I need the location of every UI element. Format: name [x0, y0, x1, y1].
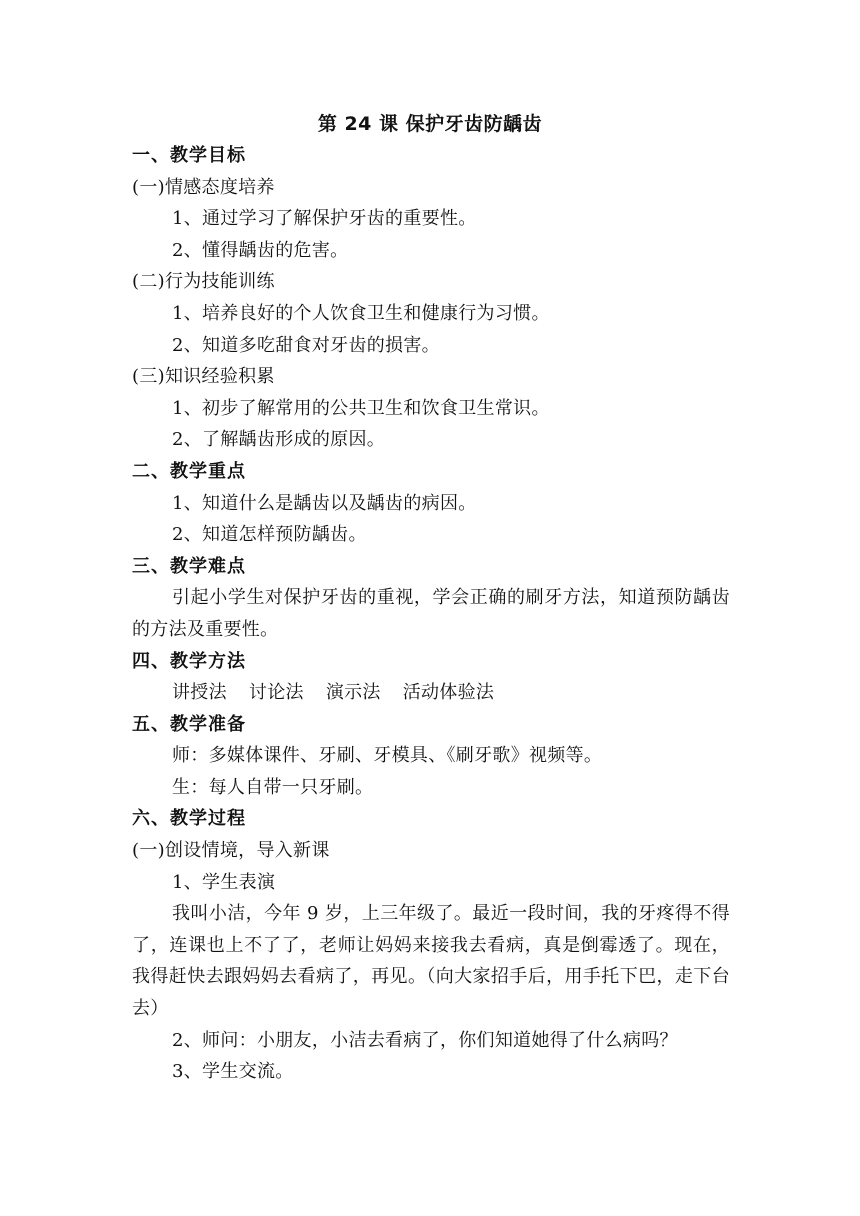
section-heading-process: 六、教学过程 [132, 808, 246, 830]
difficulties-paragraph: 引起小学生对保护牙齿的重视，学会正确的刷牙方法，知道预防龋齿的方法及重要性。 [132, 587, 730, 640]
section-heading-objectives: 一、教学目标 [132, 145, 246, 166]
list-item: 1、知道什么是龋齿以及龋齿的病因。 [172, 492, 477, 514]
list-item: 2、师问：小朋友，小洁去看病了，你们知道她得了什么病吗？ [172, 1029, 678, 1051]
method-item: 演示法 [325, 682, 381, 704]
section-heading-methods: 四、教学方法 [132, 650, 246, 672]
list-item: 1、初步了解常用的公共卫生和饮食卫生常识。 [172, 397, 550, 419]
performance-paragraph: 我叫小洁，今年 9 岁，上三年级了。最近一段时间，我的牙疼得不得了，连课也上不了了，老师让妈妈来接我去看病，真是倒霉透了。现在，我得赶快去跟妈妈去看病了，再见。（向大家招手后，用手托下巴，走下台去） [132, 903, 730, 1020]
subheading-emotion: (一)情感态度培养 [132, 176, 275, 198]
section-heading-key-points: 二、教学重点 [132, 460, 246, 482]
list-item: 2、懂得龋齿的危害。 [172, 239, 349, 261]
list-item: 1、培养良好的个人饮食卫生和健康行为习惯。 [172, 302, 550, 324]
list-item: 1、通过学习了解保护牙齿的重要性。 [172, 208, 477, 230]
method-item: 讲授法 [172, 682, 227, 704]
list-item: 3、学生交流。 [172, 1061, 294, 1083]
list-item: 生：每人自带一只牙刷。 [172, 776, 374, 798]
list-item: 2、知道怎样预防龋齿。 [172, 524, 367, 546]
subheading-knowledge: (三)知识经验积累 [132, 366, 275, 388]
list-item: 2、知道多吃甜食对牙齿的损害。 [172, 334, 440, 356]
section-heading-difficulties: 三、教学难点 [132, 555, 246, 577]
lesson-title: 第 24 课 保护牙齿防龋齿 [317, 113, 543, 135]
methods-list [132, 677, 732, 709]
list-item: 师：多媒体课件、牙刷、牙模具、《刷牙歌》视频等。 [172, 745, 603, 767]
subheading-introduction: (一)创设情境，导入新课 [132, 840, 330, 862]
list-item: 1、学生表演 [172, 871, 276, 893]
list-item: 2、了解龋齿形成的原因。 [172, 429, 386, 451]
section-heading-preparation: 五、教学准备 [132, 713, 246, 735]
method-item: 活动体验法 [402, 682, 495, 704]
subheading-skills: (二)行为技能训练 [132, 271, 275, 293]
method-item: 讨论法 [248, 682, 304, 704]
document-body [132, 140, 732, 1088]
